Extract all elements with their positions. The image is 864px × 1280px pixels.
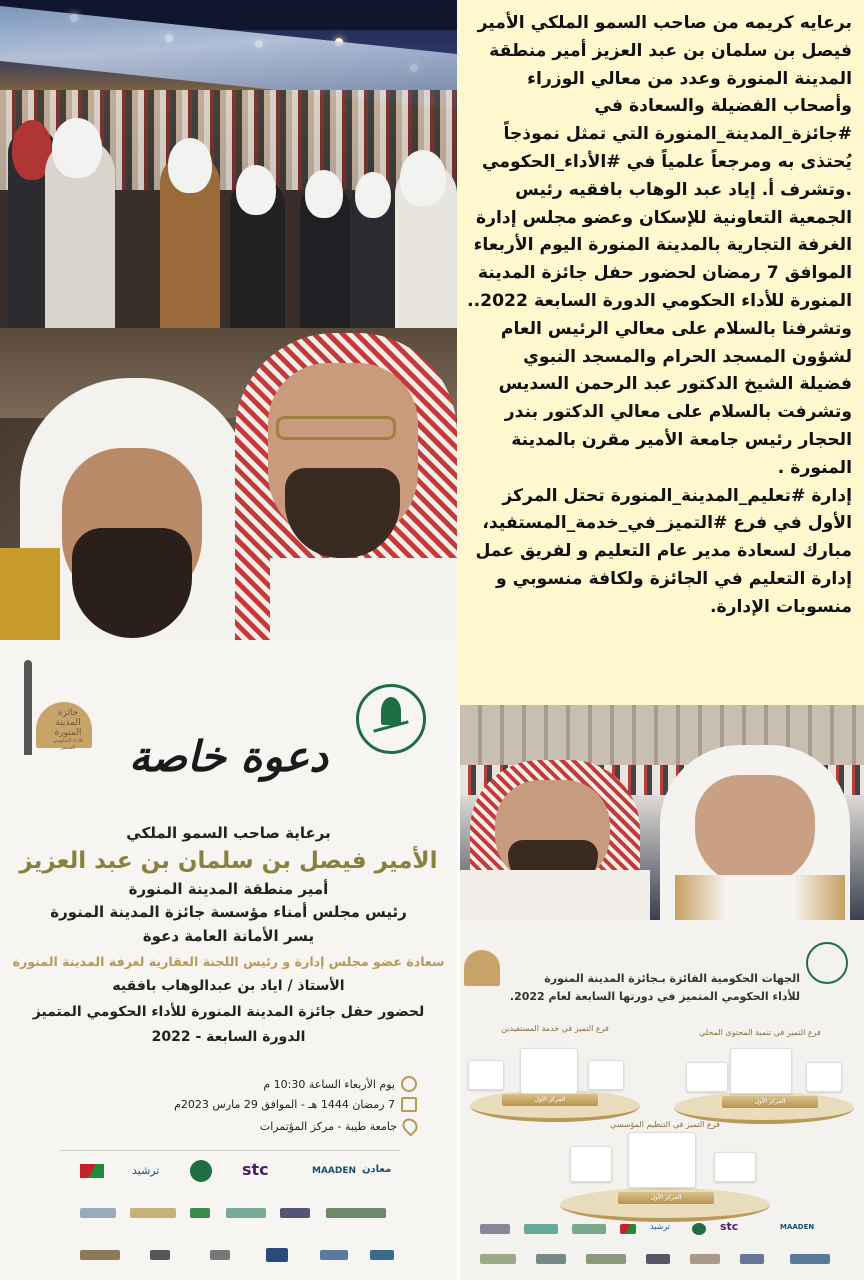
winners-sponsor-row-2 — [480, 1250, 850, 1268]
time-text: يوم الأربعاء الساعة 10:30 م — [263, 1077, 395, 1091]
branch-label-org: فرع التميز في التنظيم المؤسسي — [610, 1120, 720, 1129]
board-role: رئيس مجلس أمناء مؤسسة جائزة المدينة المنورة — [50, 903, 407, 921]
sponsor-row-2 — [70, 1202, 400, 1224]
sponsor-logo — [790, 1254, 830, 1264]
sponsor-logo — [280, 1208, 310, 1218]
winners-award-logo — [464, 950, 500, 986]
first-place-bar: المركز الأول — [618, 1192, 714, 1204]
detail-time — [263, 1076, 417, 1092]
sponsor-logo — [646, 1254, 670, 1264]
winners-sponsor-row-1 — [480, 1220, 850, 1238]
sponsor-logo — [130, 1208, 176, 1218]
sponsor-logo — [480, 1224, 510, 1234]
winner-card — [806, 1062, 842, 1092]
sponsor-maaden-ar: معادن — [362, 1164, 392, 1175]
article-paragraph-2: وتشرفنا بالسلام على معالي الرئيس العام لشؤون المسجد الحرام والمسجد النبوي فضيلة الشيخ الدكتور عبد الرحمن السديس وتشرفت بالسلام على معالي الدكتور بندر الحجار رئيس جامعة الأمير مقرن بالمدينة المنورة . — [498, 318, 852, 478]
invite-line: يسر الأمانة العامة دعوة — [142, 927, 315, 945]
sponsor-logo — [226, 1208, 266, 1218]
guest-title: سعادة عضو مجلس إدارة و رئيس اللجنة العقارية لغرفة المدينة المنورة — [12, 954, 445, 969]
winner-card — [570, 1146, 612, 1182]
first-place-bar: المركز الأول — [722, 1096, 818, 1108]
sponsor-maaden: MAADEN — [312, 1166, 357, 1176]
sponsor-logo — [524, 1224, 558, 1234]
sponsor-logo-red-check — [620, 1224, 636, 1234]
purpose-line-2: الدورة السابعة - 2022 — [151, 1029, 306, 1045]
winners-emblem-logo — [806, 942, 848, 984]
location-pin-icon — [399, 1115, 420, 1136]
detail-date — [174, 1097, 417, 1112]
branch-label-customer: فرع التميز في خدمة المستفيدين — [501, 1024, 609, 1033]
winner-card — [730, 1048, 792, 1094]
sponsor-logo — [266, 1248, 288, 1262]
sponsor-strip-1 — [60, 1150, 400, 1151]
sponsor-logo — [80, 1250, 120, 1260]
sponsor-stc: stc — [242, 1160, 269, 1179]
sponsor-logo — [80, 1208, 116, 1218]
sponsor-tarsheed: ترشيد — [132, 1164, 160, 1177]
sponsor-logo — [210, 1250, 230, 1260]
award-minaret-logo — [24, 660, 32, 755]
winner-card — [686, 1062, 728, 1092]
sponsor-row-1 — [70, 1158, 400, 1186]
sponsor-logo — [150, 1250, 170, 1260]
selfie-photo — [0, 328, 457, 640]
saudi-emblem-logo — [356, 684, 426, 754]
winners-heading-1: الجهات الحكومية الفائزة بـجائزة المدينة المنورة — [544, 972, 800, 985]
winners-sponsor-tarsheed: ترشيد — [650, 1222, 670, 1231]
award-logo-line: للأداء الحكومي المتميز — [52, 738, 84, 751]
calendar-icon — [401, 1097, 417, 1112]
first-place-bar: المركز الأول — [502, 1094, 598, 1106]
winners-sponsor-maaden: MAADEN — [780, 1223, 815, 1231]
winner-card — [714, 1152, 756, 1182]
sponsor-logo — [690, 1254, 720, 1264]
guest-name: الأستاذ / اياد بن عبدالوهاب بافقيه — [112, 978, 345, 994]
meeting-photo — [460, 705, 864, 920]
winners-sponsor-stc: stc — [720, 1220, 739, 1233]
winner-card — [628, 1132, 696, 1188]
award-logo-text — [48, 708, 88, 752]
sponsor-logo — [320, 1250, 348, 1260]
branch-label-local: فرع التميز في تنمية المحتوى المحلي — [699, 1028, 821, 1037]
award-logo-line: جائزة — [57, 708, 79, 718]
winner-card — [588, 1060, 624, 1090]
sponsor-logo — [692, 1223, 706, 1235]
sponsor-logo — [326, 1208, 386, 1218]
article-paragraph-3: إدارة #تعليم_المدينة_المنورة تحتل المركز الأول في فرع #التميز_في_خدمة_المستفيد، مبارك لسعادة مدير عام التعليم و لفريق عمل إدارة التعليم في الجائزة ولكافة منسوبي و منسوبات الإدارة. — [475, 485, 852, 617]
detail-venue — [260, 1118, 417, 1134]
venue-text: جامعة طيبة - مركز المؤتمرات — [259, 1119, 397, 1133]
sponsor-logo — [190, 1208, 210, 1218]
winner-card — [468, 1060, 504, 1090]
winners-panel — [460, 920, 864, 1280]
award-logo-line: المدينة — [55, 718, 81, 728]
sponsor-emblem-logo — [190, 1160, 212, 1182]
article-text-panel — [457, 0, 864, 705]
prince-role: أمير منطقة المدينة المنورة — [128, 880, 329, 898]
invitation-card — [0, 640, 457, 1280]
sponsor-logo — [586, 1254, 626, 1264]
article-paragraph-1: برعايه كريمه من صاحب السمو الملكي الأمير فيصل بن سلمان بن عبد العزيز أمير منطقة المدينة المنورة وعدد من معالي الوزراء وأصحاب الفضيلة والسعادة في #جائزة_المدينة_المنورة التي تمثل نموذجاً يُحتذى به ومرجعاً علمياً في #الأداء_الحكومي .وتشرف أ. إياد عبد الوهاب بافقيه رئيس الجمعية التعاونية للإسكان وعضو مجلس إدارة الغرفة التجارية بالمدينة المنورة اليوم الأربعاء الموافق 7 رمضان لحضور حفل جائزة المدينة المنورة للأداء الحكومي الدورة السابعة 2022.. — [467, 13, 852, 311]
invitation-title: دعوة خاصة — [128, 732, 329, 781]
date-text: 7 رمضان 1444 هـ - الموافق 29 مارس 2023م — [174, 1098, 395, 1111]
event-hall-photo — [0, 0, 457, 328]
sponsor-logo — [370, 1250, 394, 1260]
clock-icon — [401, 1076, 417, 1092]
sponsor-logo-red-check — [80, 1164, 104, 1178]
winners-heading-2: للأداء الحكومي المتميز في دورتها السابعة لعام 2022. — [509, 990, 800, 1003]
palm-icon — [381, 697, 401, 725]
sponsor-logo — [536, 1254, 566, 1264]
winner-card — [520, 1048, 578, 1094]
sponsor-logo — [740, 1254, 764, 1264]
prince-name: الأمير فيصل بن سلمان بن عبد العزيز — [19, 848, 438, 874]
sponsor-logo — [572, 1224, 606, 1234]
sponsor-row-3 — [70, 1244, 400, 1266]
award-logo-line: المنورة — [54, 728, 82, 738]
patronage-line: برعاية صاحب السمو الملكي — [126, 824, 331, 842]
sponsor-logo — [480, 1254, 516, 1264]
purpose-line-1: لحضور حفل جائزة المدينة المنورة للأداء الحكومي المتميز — [32, 1004, 425, 1020]
